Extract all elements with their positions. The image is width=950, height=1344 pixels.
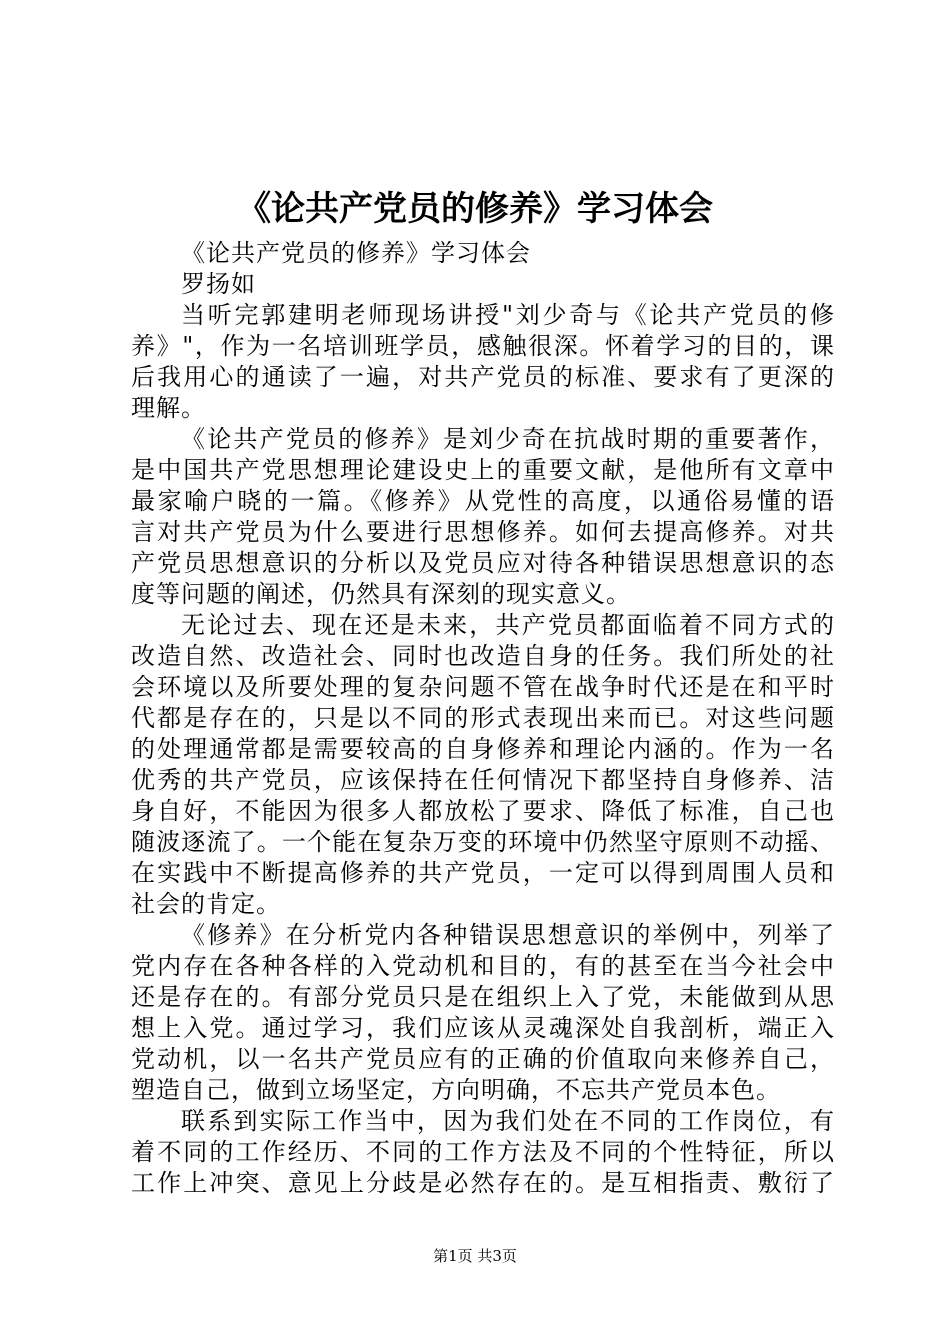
body-line: 《论共产党员的修养》是刘少奇在抗战时期的重要著作， — [181, 425, 835, 453]
document-body — [131, 238, 835, 1199]
body-line: 度等问题的阐述，仍然具有深刻的现实意义。 — [131, 580, 631, 608]
body-line: 代都是存在的，只是以不同的形式表现出来而已。对这些问题 — [131, 704, 835, 732]
body-line: 《论共产党员的修养》学习体会 — [181, 239, 531, 267]
body-line: 养》"，作为一名培训班学员，感触很深。怀着学习的目的，课 — [131, 332, 835, 360]
body-line: 言对共产党员为什么要进行思想修养。如何去提高修养。对共 — [131, 518, 835, 546]
body-line: 想上入党。通过学习，我们应该从灵魂深处自我剖析，端正入 — [131, 1014, 835, 1042]
body-line: 党内存在各种各样的入党动机和目的，有的甚至在当今社会中 — [131, 952, 835, 980]
body-line: 在实践中不断提高修养的共产党员，一定可以得到周围人员和 — [131, 859, 835, 887]
body-line: 改造自然、改造社会、同时也改造自身的任务。我们所处的社 — [131, 642, 835, 670]
body-line: 无论过去、现在还是未来，共产党员都面临着不同方式的 — [181, 611, 835, 639]
body-line: 党动机，以一名共产党员应有的正确的价值取向来修养自己， — [131, 1045, 835, 1073]
body-line: 随波逐流了。一个能在复杂万变的环境中仍然坚守原则不动摇、 — [131, 828, 835, 856]
body-line: 塑造自己，做到立场坚定，方向明确，不忘共产党员本色。 — [131, 1076, 781, 1104]
body-line: 着不同的工作经历、不同的工作方法及不同的个性特征，所以 — [131, 1138, 835, 1166]
body-line: 社会的肯定。 — [131, 890, 281, 918]
body-line: 工作上冲突、意见上分歧是必然存在的。是互相指责、敷衍了 — [131, 1169, 835, 1197]
body-line: 联系到实际工作当中，因为我们处在不同的工作岗位，有 — [181, 1107, 835, 1135]
body-line: 会环境以及所要处理的复杂问题不管在战争时代还是在和平时 — [131, 673, 835, 701]
document-title: 《论共产党员的修养》学习体会 — [237, 189, 713, 229]
body-line: 后我用心的通读了一遍，对共产党员的标准、要求有了更深的 — [131, 363, 835, 391]
body-line: 身自好，不能因为很多人都放松了要求、降低了标准，自己也 — [131, 797, 835, 825]
body-line: 优秀的共产党员，应该保持在任何情况下都坚持自身修养、洁 — [131, 766, 835, 794]
body-line: 《修养》在分析党内各种错误思想意识的举例中，列举了 — [181, 921, 835, 949]
body-line: 罗扬如 — [181, 270, 256, 298]
body-line: 产党员思想意识的分析以及党员应对待各种错误思想意识的态 — [131, 549, 835, 577]
body-line: 最家喻户晓的一篇。《修养》从党性的高度，以通俗易懂的语 — [131, 487, 835, 515]
body-line: 还是存在的。有部分党员只是在组织上入了党，未能做到从思 — [131, 983, 835, 1011]
body-line: 理解。 — [131, 394, 206, 422]
page-footer: 第1页 共3页 — [433, 1247, 517, 1265]
body-line: 的处理通常都是需要较高的自身修养和理论内涵的。作为一名 — [131, 735, 835, 763]
body-line: 当听完郭建明老师现场讲授"刘少奇与《论共产党员的修 — [181, 301, 835, 329]
body-line: 是中国共产党思想理论建设史上的重要文献，是他所有文章中 — [131, 456, 835, 484]
